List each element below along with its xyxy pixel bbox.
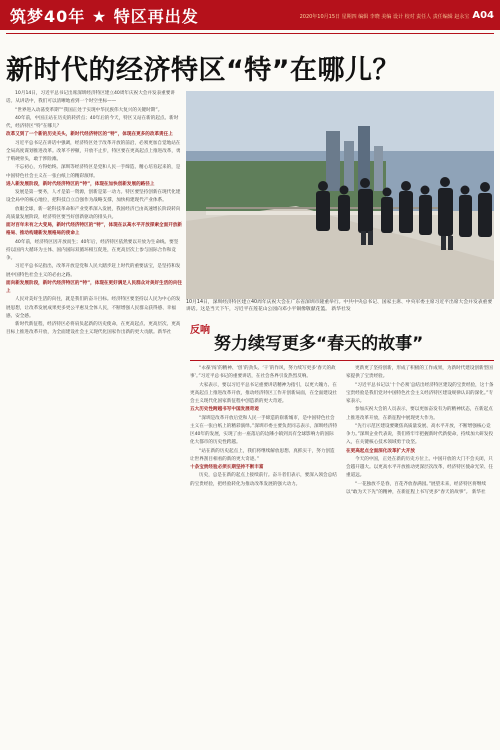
subheading: 面向新发展阶段，新时代经济特区的“特”，体现在更好满足人民群众对美好生活的向往上 xyxy=(6,280,182,294)
paragraph: 40年前，经济特区因开放而生；40年后，经济特区依然要以开放为生命线。要坚持以国内大循环为主体、国内国际双循环相互促进，在更高层次上参与国际合作和竞争。 xyxy=(6,239,179,261)
paragraph: 大家表示，要以习近平总书记重要讲话精神为指引，以更大魄力、在更高起点上推进改革开放，推动经济特区工作开创新局面，在全面建设社会主义现代化国家新征程中创造新的更大奇迹。 xyxy=(190,382,338,404)
article-column-1 xyxy=(6,90,182,736)
issue-meta xyxy=(300,10,494,21)
paragraph: 不忘初心，方得始终。深圳等经济特区是党和人民一手缔造、精心培育起来的，是中国特色社会主义在一张白纸上的精彩演绎。 xyxy=(6,165,181,179)
issue-meta-text: 2020年10月15日 星期四 编辑 李晓 美编 设计 校对 责任人 责任编辑 赵永宝 xyxy=(299,14,470,20)
paragraph: 习近平总书记指出，改革开放是党和人民大踏步赶上时代的重要法宝，是坚持和发展中国特色社会主义的必由之路。 xyxy=(6,264,181,278)
subheading: 五大历史性跨越书写中国发展奇迹 xyxy=(190,407,259,413)
paragraph: 40年前，中国正站在历史的转折点；40年后的今天，特区又站在新的起点。新时代，经济特区“特”在哪儿？ xyxy=(6,115,179,129)
paragraph: “深圳是改革开放后党和人民一手缔造的崭新城市，是中国特色社会主义在一张白纸上的精彩演绎。”深圳市委主要负责同志表示，深圳经济特区40年的发展，实现了由一座落后的边陲小镇到具有全球影响力的国际化大都市的历史性跨越。 xyxy=(190,415,338,446)
paragraph: “先行示范区建设要聚焦高质量发展、高水平开放，不断增强核心竞争力。”深圳企业代表说，我们将牢牢把握新时代新使命，持续加大研发投入，在关键核心技术领域勇于攻坚。 xyxy=(346,423,494,446)
paragraph: “世界进入动荡变革期”“我国正处于实现中华民族伟大复兴的关键时期”。 xyxy=(15,107,163,113)
paragraph: 参加庆祝大会的人员表示，要以更加奋发有为的精神状态，在新起点上推进改革开放，在新征程中展现更大作为。 xyxy=(346,407,493,421)
subheading: 进入新发展阶段，新时代经济特区的“特”，体现在加快创新发展的路径上 xyxy=(6,181,155,187)
paragraph: 10月14日，习近平总书记出席深圳经济特区建立40周年庆祝大会并发表重要讲话。从讲话中，我们可以清晰地看到一个时空坐标—— xyxy=(6,91,175,105)
paragraph: “站在新的历史起点上，我们将继续解放思想、真抓实干，努力创造让世界刮目相看的新的更大奇迹。” xyxy=(190,448,335,462)
subheading: 在更高起点全面深化改革扩大开放 xyxy=(346,448,415,454)
commentary-title: 努力续写更多“春天的故事” xyxy=(214,334,424,354)
paragraph: 习近平总书记在讲话中强调，经济特区处于改革开放的前沿，必须更加自觉地站在全局高度谋划推进改革。改革不停顿，开放不止步，特区要在更高起点上推进改革，勇于啃硬骨头，敢于涉险滩。 xyxy=(6,140,181,162)
section-title: 筑梦40年 ★ 特区再出发 xyxy=(10,7,199,26)
top-rule xyxy=(6,33,494,34)
paragraph: “一花独放不是春，百花齐放春满园。”展望未来，经济特区将继续以“敢为天下先”的精神，在新征程上书写更多“春天的故事”。 新华社 xyxy=(346,481,487,495)
paragraph: 放眼全球，新一轮科技革命和产业变革深入发展，我国经济已由高速增长阶段转向高质量发展阶段，经济特区要当好创新驱动的排头兵。 xyxy=(6,206,181,220)
photo-illustration xyxy=(186,91,494,299)
commentary-tag: 反响 xyxy=(190,325,210,336)
paragraph: 今天的中国，正处在新的历史方位上。中国开放的大门不会关闭，只会越开越大。以更高水平开放推动更深层次改革，经济特区使命光荣、任重道远。 xyxy=(346,456,494,479)
paragraph: 发展是第一要务，人才是第一资源，创新是第一动力。特区要坚持创新在现代化建设全局中的核心地位，把科技自立自强作为战略支撑，加快构建现代产业体系。 xyxy=(6,190,181,204)
photo-caption: 10月14日，深圳经济特区建立40周年庆祝大会在广东省深圳市隆重举行。中共中央总书记、国家主席、中央军委主席习近平出席大会并发表重要讲话。这是当天下午，习近平在莲花山公园向邓小平铜像敬献花篮。 新华社发 xyxy=(186,300,493,312)
article-column-3 xyxy=(346,365,494,740)
paragraph: 新时代新征程，经济特区必将肩负起新的历史使命，在更高起点、更高层次、更高目标上推进改革开放，为全面建设社会主义现代化国家作出新的更大贡献。新华社 xyxy=(6,322,181,336)
page-headline: 新时代的经济特区“特”在哪儿？ xyxy=(6,55,400,86)
paragraph: “永葆‘闯’的精神、‘创’的劲头、‘干’的作风，努力续写更多‘春天的故事’。”习近平总书记的重要讲话，在社会各界引发热烈反响。 xyxy=(190,366,336,380)
page-number: A04 xyxy=(472,10,494,21)
news-photo xyxy=(186,91,494,299)
paragraph: “习近平总书记以‘十个必须’总结出经济特区建设的宝贵经验，这十条宝贵经验是我们党对中国特色社会主义经济特区建设规律认识的深化。”专家表示。 xyxy=(346,382,494,404)
subheading: 面对百年未有之大变局，新时代经济特区的“特”，体现在以高水平开放探索全面开放新格局、推动构建新发展格局的使命上 xyxy=(6,223,182,237)
subheading: 十条宝贵经验必须长期坚持不断丰富 xyxy=(190,465,264,470)
subheading: 改革又到了一个新的历史关头，新时代经济特区的“特”，体现在更多的改革责任上 xyxy=(6,132,173,138)
article-column-2 xyxy=(190,365,338,740)
paragraph: 历史，总是在新的起点上接续前行。奋斗者们表示，要深入领会总结的宝贵经验，把经验转化为推动改革发展的强大动力。 xyxy=(190,473,337,487)
paragraph: 更新更了坚持创新，形成了积极的工作成果，为新时代建设创新型国家提供了宝贵经验。 xyxy=(346,366,493,380)
paragraph: 人民对美好生活的向往，就是我们的奋斗目标。经济特区要坚持以人民为中心的发展思想，让改革发展成果更多更公平惠及全体人民，不断增强人民群众获得感、幸福感、安全感。 xyxy=(6,297,181,319)
